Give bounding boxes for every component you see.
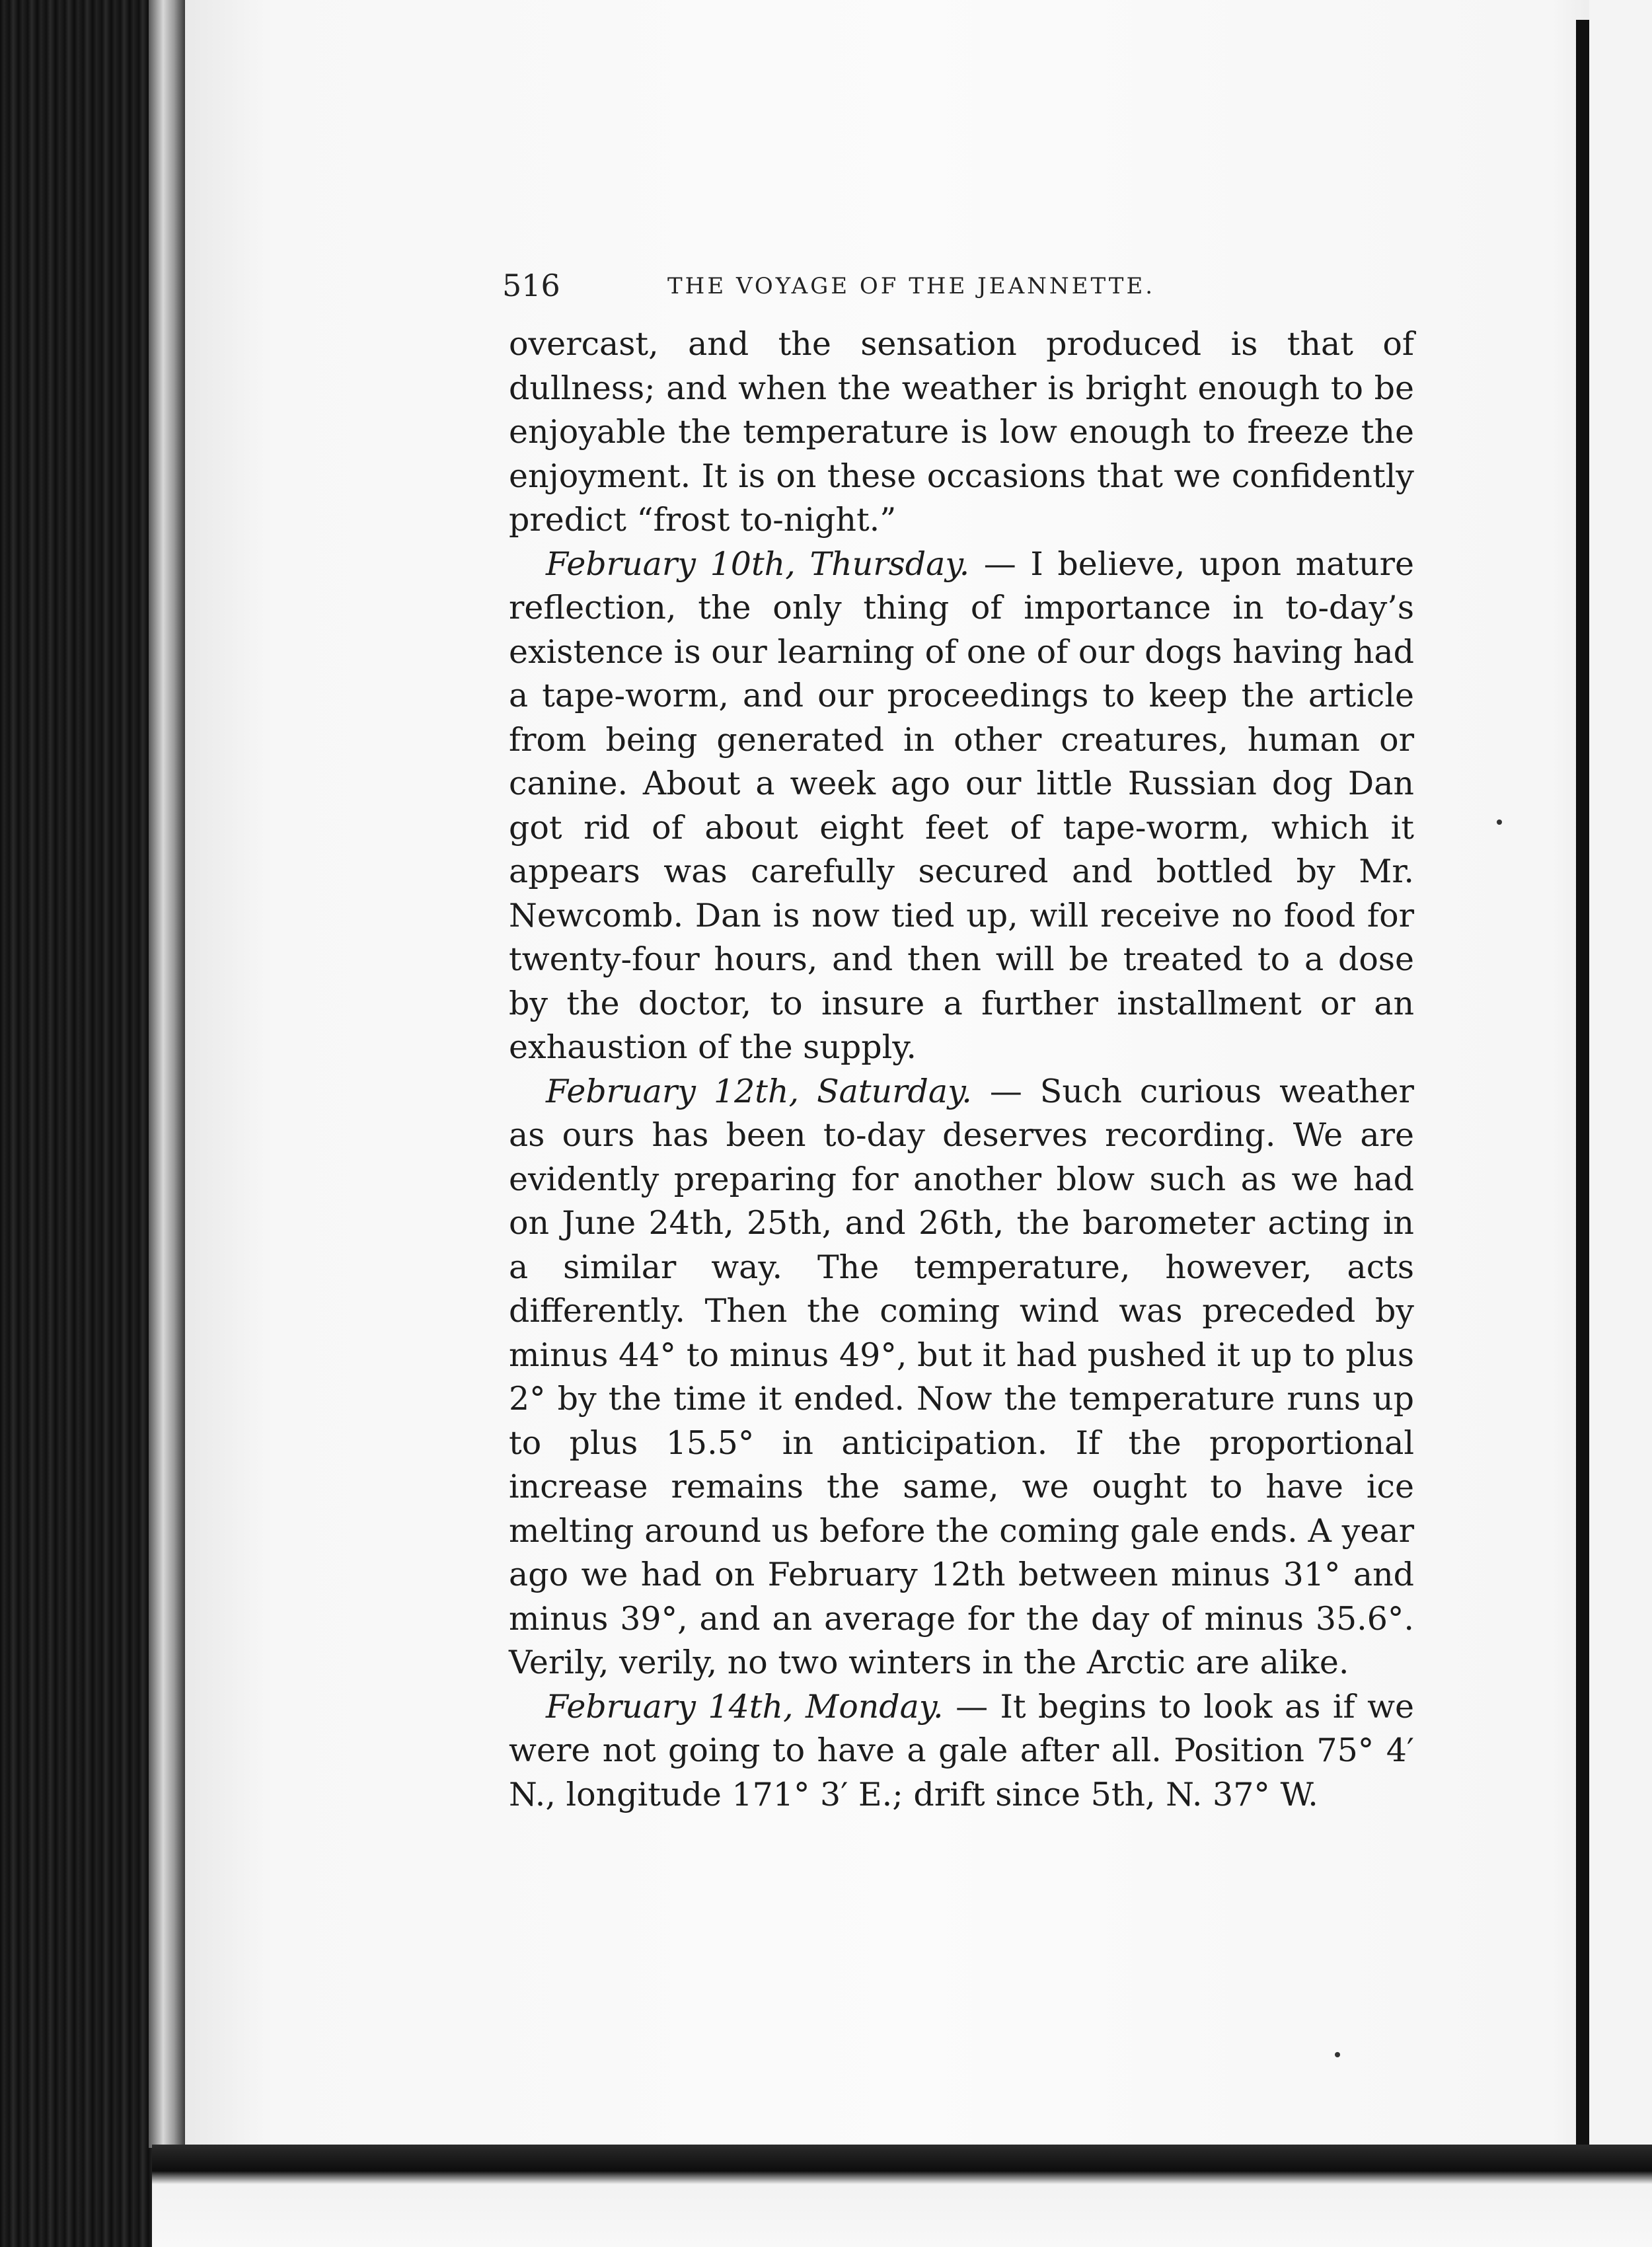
paragraph-text: — I believe, upon mature reflection, the only thing of importance in to-day’s existence is our learning of one of our dogs having had a tape-worm, and our proceedings to keep the article from being generated in other creatures, human or canine. About a week ago our little Russian dog Dan got rid of about eight feet of tape-worm, which it appears was carefully secured and bottled by Mr. Newcomb. Dan is now tied up, will receive no food for twenty-four hours, and then will be treated to a dose by the doctor, to insure a further installment or an exhaustion of the supply. [509, 545, 1414, 1066]
running-title: THE VOYAGE OF THE JEANNETTE. [667, 273, 1156, 299]
body-text [509, 323, 1414, 1817]
entry-date: February 10th, Thursday. [546, 545, 970, 583]
page-number: 516 [502, 268, 560, 303]
paragraph-text: — It begins to look as if we were not going to have a gale after all. Position 75° 4′ N., longitude 171° 3′ E.; drift since 5th, N. 37° W. [509, 1687, 1415, 1813]
book-binding [149, 0, 185, 2148]
paragraph-continued [509, 323, 1414, 543]
scanner-edge [0, 0, 152, 2247]
paragraph-text: overcast, and the sensation produced is that of dullness; and when the weather is bright enough to be enjoyable the temperature is low enough to freeze the enjoyment. It is on these occasions that we confidently predict “frost to-night.” [509, 325, 1414, 539]
diary-entry-feb-10 [509, 543, 1414, 1070]
diary-entry-feb-14 [509, 1685, 1414, 1817]
scan-right-margin [1589, 0, 1652, 2247]
entry-date: February 14th, Monday. [546, 1687, 944, 1726]
entry-date: February 12th, Saturday. [546, 1072, 972, 1110]
ink-speck [1335, 2052, 1340, 2057]
page-right-edge [1576, 20, 1589, 2148]
paragraph-text: — Such curious weather as ours has been to-day deserves recording. We are evidently preparing for another blow such as we had on June 24th, 25th, and 26th, the barometer acting in a similar way. The temperature, however, acts differently. Then the coming wind was preceded by minus 44° to minus 49°, but it had pushed it up to plus 2° by the time it ended. Now the temperature runs up to plus 15.5° in anticipation. If the proportional increase remains the same, we ought to have ice melting around us before the coming gale ends. A year ago we had on February 12th between minus 31° and minus 39°, and an average for the day of minus 35.6°. Verily, verily, no two winters in the Arctic are alike. [509, 1072, 1414, 1681]
diary-entry-feb-12 [509, 1070, 1414, 1685]
page-bottom-edge [152, 2145, 1652, 2247]
ink-speck [1497, 819, 1502, 825]
running-head [502, 268, 1229, 307]
